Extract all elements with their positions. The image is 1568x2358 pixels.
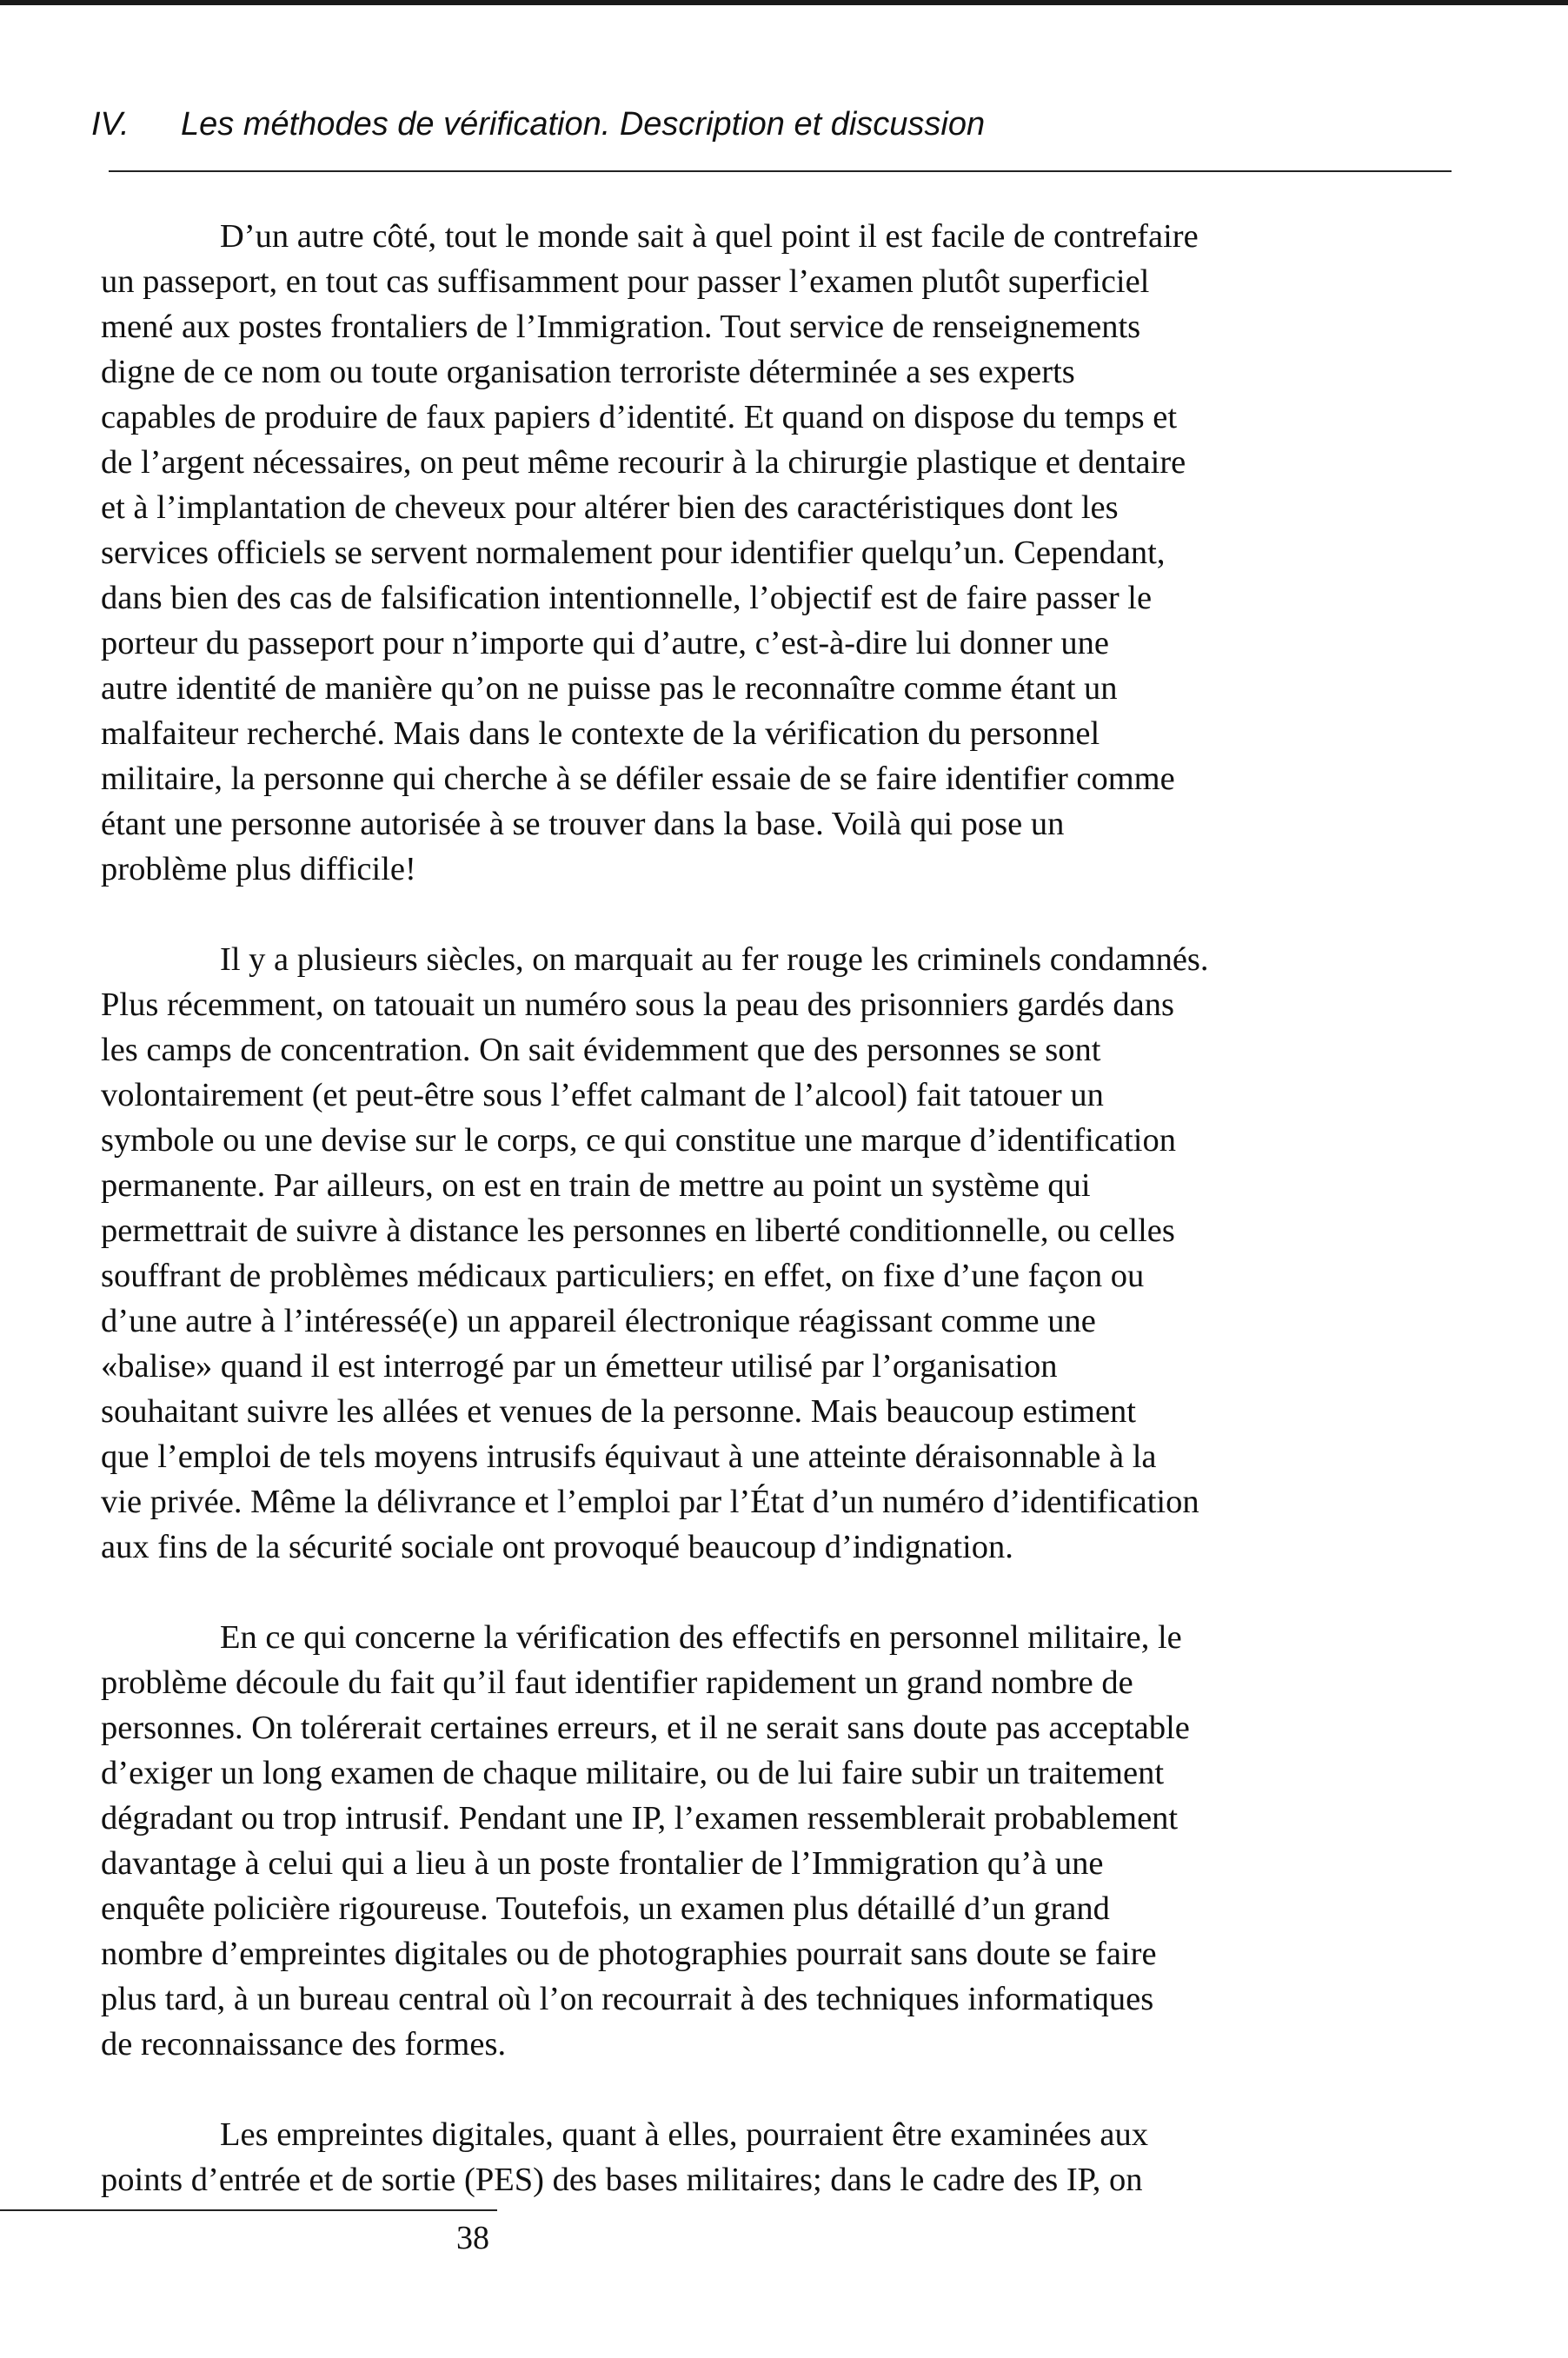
text-line: services officiels se servent normalement pour identifier quelqu’un. Cependant, [101, 535, 1166, 571]
text-line: personnes. On tolérerait certaines erreurs, et il ne serait sans doute pas acceptable [101, 1710, 1190, 1746]
text-line: plus tard, à un bureau central où l’on recourrait à des techniques informatiques [101, 1981, 1154, 2017]
text-line: vie privée. Même la délivrance et l’emploi par l’État d’un numéro d’identification [101, 1484, 1199, 1520]
footer-rule [0, 2209, 497, 2211]
paragraph-2 [101, 937, 1457, 1570]
text-line: aux fins de la sécurité sociale ont provoqué beaucoup d’indignation. [101, 1529, 1013, 1565]
text-line: que l’emploi de tels moyens intrusifs équivaut à une atteinte déraisonnable à la [101, 1438, 1157, 1475]
text-line: Il y a plusieurs siècles, on marquait au fer rouge les criminels condamnés. [220, 941, 1209, 978]
body-text [101, 214, 1457, 2248]
text-line: dans bien des cas de falsification intentionnelle, l’objectif est de faire passer le [101, 580, 1153, 616]
paragraph-1 [101, 214, 1457, 892]
text-line: problème plus difficile! [101, 851, 416, 887]
paragraph-3 [101, 1615, 1457, 2067]
text-line: de l’argent nécessaires, on peut même recourir à la chirurgie plastique et dentaire [101, 444, 1186, 481]
text-line: Les empreintes digitales, quant à elles, pourraient être examinées aux [220, 2116, 1148, 2153]
text-line: volontairement (et peut-être sous l’effet calmant de l’alcool) fait tatouer un [101, 1077, 1104, 1113]
text-line: nombre d’empreintes digitales ou de photographies pourrait sans doute se faire [101, 1936, 1157, 1972]
text-line: souffrant de problèmes médicaux particuliers; en effet, on fixe d’une façon ou [101, 1258, 1145, 1294]
text-line: permettrait de suivre à distance les personnes en liberté conditionnelle, ou celles [101, 1212, 1175, 1249]
text-line: malfaiteur recherché. Mais dans le contexte de la vérification du personnel [101, 715, 1100, 752]
text-line: étant une personne autorisée à se trouver dans la base. Voilà qui pose un [101, 806, 1065, 842]
running-header [91, 106, 1447, 143]
text-line: Plus récemment, on tatouait un numéro sous la peau des prisonniers gardés dans [101, 986, 1174, 1023]
text-line: mené aux postes frontaliers de l’Immigration. Tout service de renseignements [101, 309, 1141, 345]
text-line: enquête policière rigoureuse. Toutefois, un examen plus détaillé d’un grand [101, 1890, 1110, 1927]
text-line: d’exiger un long examen de chaque militaire, ou de lui faire subir un traitement [101, 1755, 1165, 1791]
text-line: permanente. Par ailleurs, on est en train de mettre au point un système qui [101, 1167, 1091, 1204]
text-line: dégradant ou trop intrusif. Pendant une IP, l’examen ressemblerait probablement [101, 1800, 1179, 1837]
text-line: digne de ce nom ou toute organisation terroriste déterminée a ses experts [101, 354, 1075, 390]
text-line: symbole ou une devise sur le corps, ce qui constitue une marque d’identification [101, 1122, 1177, 1159]
paragraph-4 [101, 2112, 1457, 2202]
top-border-rule [0, 0, 1568, 5]
text-line: d’une autre à l’intéressé(e) un appareil électronique réagissant comme une [101, 1303, 1096, 1339]
chapter-title: Les méthodes de vérification. Description et discussion [181, 106, 986, 143]
text-line: les camps de concentration. On sait évidemment que des personnes se sont [101, 1032, 1101, 1068]
text-line: D’un autre côté, tout le monde sait à quel point il est facile de contrefaire [220, 218, 1199, 255]
text-line: davantage à celui qui a lieu à un poste frontalier de l’Immigration qu’à une [101, 1845, 1104, 1882]
text-line: autre identité de manière qu’on ne puisse pas le reconnaître comme étant un [101, 670, 1118, 707]
text-line: militaire, la personne qui cherche à se défiler essaie de se faire identifier comme [101, 761, 1175, 797]
text-line: En ce qui concerne la vérification des effectifs en personnel militaire, le [220, 1619, 1182, 1656]
header-rule [109, 170, 1452, 172]
text-line: un passeport, en tout cas suffisamment pour passer l’examen plutôt superficiel [101, 263, 1150, 300]
text-line: problème découle du fait qu’il faut identifier rapidement un grand nombre de [101, 1664, 1133, 1701]
text-line: souhaitant suivre les allées et venues de la personne. Mais beaucoup estiment [101, 1393, 1136, 1430]
text-line: de reconnaissance des formes. [101, 2026, 507, 2062]
text-line: «balise» quand il est interrogé par un émetteur utilisé par l’organisation [101, 1348, 1058, 1385]
text-line: capables de produire de faux papiers d’identité. Et quand on dispose du temps et [101, 399, 1178, 435]
text-line: porteur du passeport pour n’importe qui d’autre, c’est-à-dire lui donner une [101, 625, 1109, 661]
page-number: 38 [456, 2220, 489, 2256]
chapter-number: IV. [91, 106, 130, 143]
text-line: et à l’implantation de cheveux pour altérer bien des caractéristiques dont les [101, 489, 1119, 526]
text-line: points d’entrée et de sortie (PES) des bases militaires; dans le cadre des IP, on [101, 2162, 1143, 2198]
